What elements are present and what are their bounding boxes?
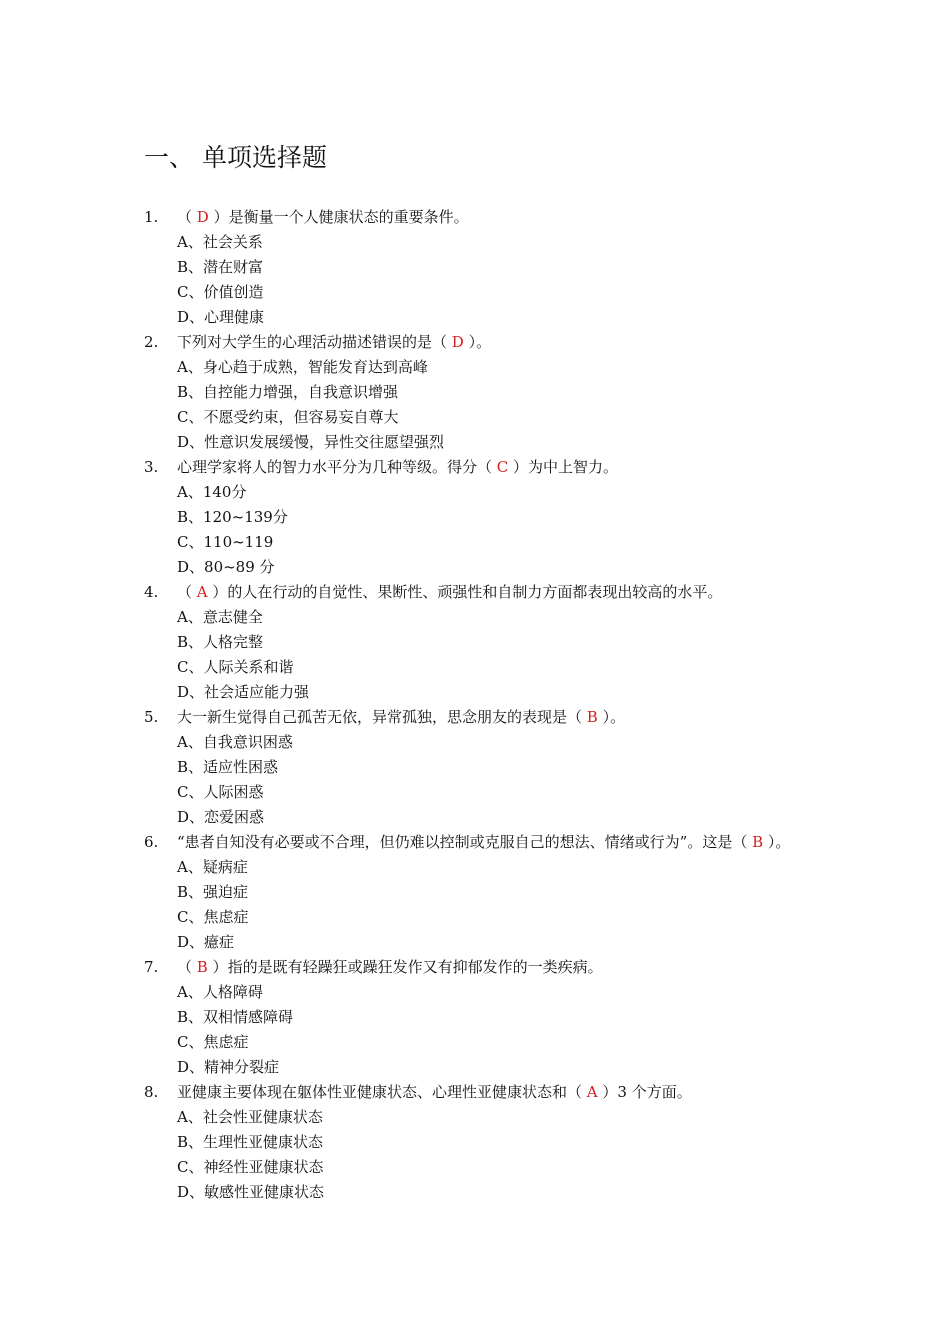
answer-option: C、110~119 (177, 533, 274, 551)
question-list (0, 205, 950, 1205)
answer-option: D、性意识发展缓慢，异性交往愿望强烈 (177, 433, 445, 451)
answer-option: B、生理性亚健康状态 (177, 1133, 324, 1151)
question-number: 3. (144, 458, 159, 476)
answer-option: A、身心趋于成熟，智能发育达到高峰 (177, 358, 428, 376)
question-text-before: （ (177, 208, 197, 226)
answer-letter: B (196, 958, 208, 976)
answer-letter: B (586, 708, 598, 726)
question-number: 1. (144, 208, 159, 226)
question-number: 7. (144, 958, 159, 976)
answer-option: C、焦虑症 (177, 908, 249, 926)
question-text-before: 亚健康主要体现在躯体性亚健康状态、心理性亚健康状态和（ (177, 1083, 587, 1101)
answer-option: D、恋爱困惑 (177, 808, 265, 826)
question-item (0, 1080, 950, 1205)
answer-option: C、不愿受约束，但容易妄自尊大 (177, 408, 399, 426)
question-stem (0, 955, 950, 980)
question-text-before: （ (177, 583, 197, 601)
answer-option: C、人际困惑 (177, 783, 264, 801)
section-number: 一、 (144, 143, 195, 172)
answer-option: C、价值创造 (177, 283, 264, 301)
answer-letter: A (586, 1083, 598, 1101)
answer-option: B、双相情感障碍 (177, 1008, 294, 1026)
answer-option: B、自控能力增强，自我意识增强 (177, 383, 399, 401)
question-text-after: ）。 (763, 833, 791, 851)
answer-option: B、人格完整 (177, 633, 264, 651)
question-item (0, 955, 950, 1080)
answer-letter: A (196, 583, 208, 601)
question-number: 6. (144, 833, 159, 851)
question-number: 2. (144, 333, 159, 351)
answer-letter: C (496, 458, 509, 476)
question-text-after: ）为中上智力。 (508, 458, 619, 476)
question-text-before: 下列对大学生的心理活动描述错误的是（ (177, 333, 452, 351)
answer-letter: D (451, 333, 464, 351)
answer-option: D、敏感性亚健康状态 (177, 1183, 325, 1201)
question-stem (0, 830, 950, 855)
question-text (177, 455, 817, 480)
answer-option: C、神经性亚健康状态 (177, 1158, 324, 1176)
question-text (177, 830, 817, 855)
answer-option: C、焦虑症 (177, 1033, 249, 1051)
question-text (177, 580, 817, 605)
answer-option: B、潜在财富 (177, 258, 264, 276)
answer-option: A、意志健全 (177, 608, 263, 626)
answer-option: A、人格障碍 (177, 983, 263, 1001)
question-item (0, 330, 950, 455)
question-stem (0, 580, 950, 605)
answer-option: C、人际关系和谐 (177, 658, 294, 676)
section-title: 单项选择题 (202, 143, 328, 172)
question-stem (0, 705, 950, 730)
question-item (0, 580, 950, 705)
question-text-before: 心理学家将人的智力水平分为几种等级。得分（ (177, 458, 497, 476)
question-text-after: ）是衡量一个人健康状态的重要条件。 (208, 208, 469, 226)
answer-option: A、社会关系 (177, 233, 263, 251)
answer-letter: D (196, 208, 209, 226)
question-number: 5. (144, 708, 159, 726)
answer-option: A、疑病症 (177, 858, 248, 876)
answer-letter: B (752, 833, 764, 851)
question-text (177, 705, 817, 730)
question-stem (0, 205, 950, 230)
question-number: 8. (144, 1083, 159, 1101)
answer-option: A、社会性亚健康状态 (177, 1108, 323, 1126)
question-text-after: ）3 个方面。 (597, 1083, 692, 1101)
question-text-before: “患者自知没有必要或不合理，但仍难以控制或克服自己的想法、情绪或行为”。这是（ (177, 833, 753, 851)
answer-option: A、140分 (177, 483, 247, 501)
question-text-after: ）指的是既有轻躁狂或躁狂发作又有抑郁发作的一类疾病。 (207, 958, 603, 976)
question-text (177, 1080, 817, 1105)
answer-option: D、社会适应能力强 (177, 683, 310, 701)
question-text-after: ）的人在行动的自觉性、果断性、顽强性和自制力方面都表现出较高的水平。 (207, 583, 723, 601)
question-stem (0, 455, 950, 480)
question-text-before: （ (177, 958, 197, 976)
answer-option: B、适应性困惑 (177, 758, 279, 776)
question-item (0, 830, 950, 955)
question-item (0, 705, 950, 830)
question-text (177, 955, 817, 980)
question-item (0, 205, 950, 330)
answer-option: D、心理健康 (177, 308, 265, 326)
question-stem (0, 330, 950, 355)
answer-option: B、强迫症 (177, 883, 249, 901)
question-number: 4. (144, 583, 159, 601)
answer-option: D、癔症 (177, 933, 235, 951)
answer-option: A、自我意识困惑 (177, 733, 293, 751)
question-item (0, 455, 950, 580)
answer-option: B、120~139分 (177, 508, 288, 526)
section-heading (144, 142, 327, 174)
question-stem (0, 1080, 950, 1105)
question-text-after: ）。 (463, 333, 492, 351)
question-text-before: 大一新生觉得自己孤苦无依，异常孤独，思念朋友的表现是（ (177, 708, 587, 726)
answer-option: D、精神分裂症 (177, 1058, 280, 1076)
answer-option: D、80~89 分 (177, 558, 275, 576)
question-text (177, 330, 817, 355)
question-text-after: ）。 (597, 708, 626, 726)
question-text (177, 205, 817, 230)
